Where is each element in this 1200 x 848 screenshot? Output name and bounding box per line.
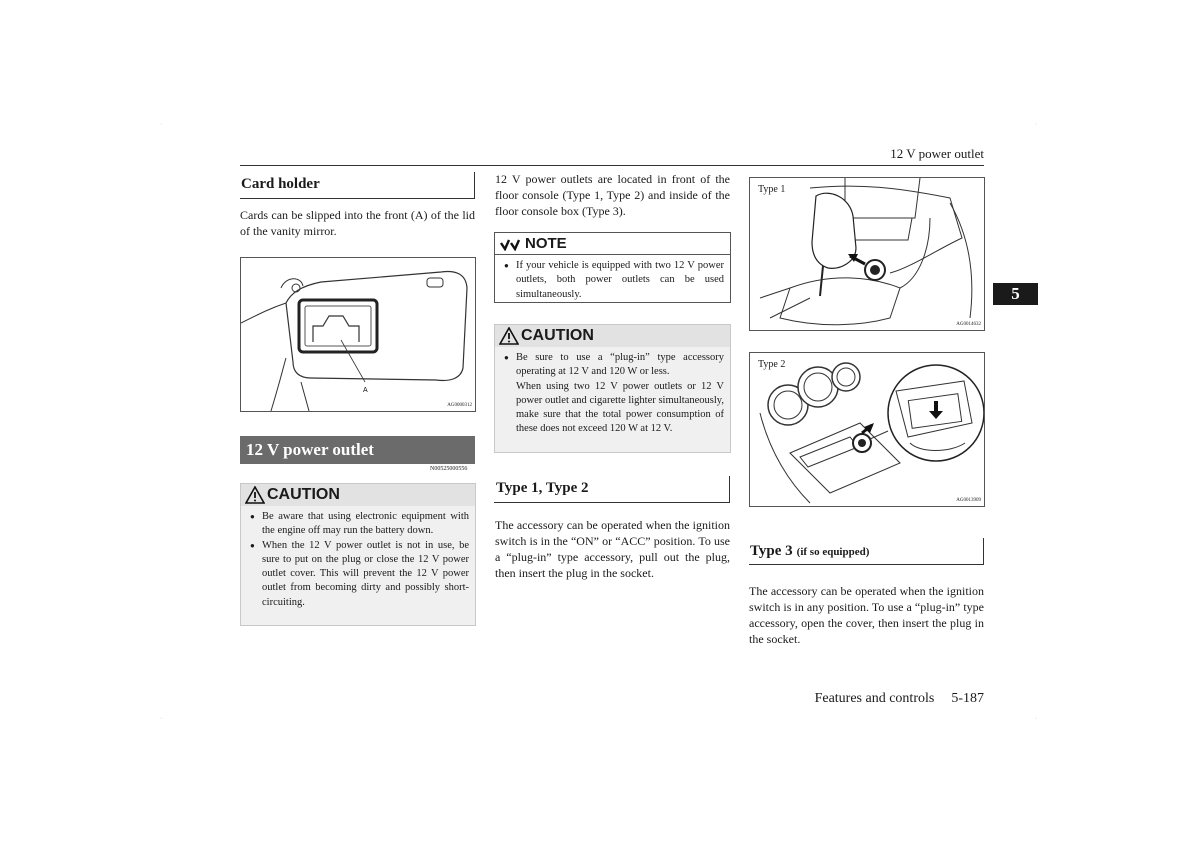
type12-text: The accessory can be operated when the ignition switch is in the “ON” or “ACC” position. To use a “plug-in” type accessory, pull out the plug, then insert the plug in the socket. [495, 518, 730, 580]
caution-header [495, 325, 730, 347]
section-banner: 12 V power outlet [240, 436, 475, 464]
type12-title: Type 1, Type 2 [496, 480, 589, 496]
figure-label: Type 1 [758, 184, 786, 195]
footer-section: Features and controls [814, 691, 935, 706]
chapter-tab[interactable]: 5 [993, 283, 1038, 305]
note-box [494, 232, 731, 303]
caution-box [240, 483, 476, 626]
type3-heading [749, 538, 984, 565]
type3-title-suffix: (if so equipped) [796, 546, 870, 558]
figure-code: AG0000312 [447, 403, 472, 408]
type2-illustration [750, 353, 984, 506]
caution-list [241, 506, 475, 614]
type3-title-wrap [750, 542, 869, 560]
type2-figure [749, 352, 985, 507]
card-holder-title: Card holder [241, 176, 320, 192]
footer-page-number: 5-187 [951, 691, 984, 706]
intro-text: 12 V power outlets are located in front of the floor console (Type 1, Type 2) and inside of the floor console box (Type 3). [495, 172, 730, 218]
crop-mark: · [1035, 122, 1037, 128]
list-item: ● Be sure to use a “plug-in” type accessory operating at 12 V and 120 W or less. [501, 351, 724, 380]
vanity-mirror-figure [240, 257, 476, 412]
type3-title: Type 3 [750, 543, 793, 559]
figure-code: AG0013909 [956, 498, 981, 503]
list-item: ● Be aware that using electronic equipment with the engine off may run the battery down. [247, 510, 469, 539]
list-item: ● If your vehicle is equipped with two 12 V power outlets, both power outlets can be used simultaneously. [501, 259, 724, 302]
type1-illustration [750, 178, 984, 330]
type12-heading [494, 476, 730, 503]
note-list [495, 255, 730, 306]
caution-box-middle [494, 324, 731, 453]
type1-figure [749, 177, 985, 331]
caution-heading: CAUTION [267, 486, 340, 503]
figure-label-a: A [363, 387, 368, 394]
list-item: ● When the 12 V power outlet is not in use, be sure to put on the plug or close the 12 V power outlet cover. This will prevent the 12 V power outlet from becoming dirty and possibly short-circuiting. [247, 539, 469, 610]
banner-code: N00525000556 [430, 466, 468, 472]
note-icon [499, 237, 521, 251]
note-header [495, 233, 730, 255]
card-holder-heading [240, 172, 475, 199]
page-footer [815, 691, 984, 707]
vanity-mirror-illustration [241, 258, 475, 411]
page-header-title: 12 V power outlet [890, 146, 984, 161]
crop-mark: · [1035, 716, 1037, 722]
caution-list [495, 347, 730, 441]
figure-code: AG0014632 [956, 322, 981, 327]
caution-heading: CAUTION [521, 327, 594, 344]
warning-icon [245, 486, 265, 504]
list-item-continuation: When using two 12 V power outlets or 12 V power outlet and cigarette lighter simultaneously, make sure that the total power consumption of these does not exceed 120 W at 12 V. [516, 380, 724, 435]
card-holder-text: Cards can be slipped into the front (A) of the lid of the vanity mirror. [240, 208, 475, 238]
type3-text: The accessory can be operated when the ignition switch is in any position. To use a “plug-in” type accessory, open the cover, then insert the plug in the socket. [749, 584, 984, 646]
crop-mark: · [160, 716, 162, 722]
caution-header [241, 484, 475, 506]
header-rule [240, 165, 984, 166]
note-heading: NOTE [525, 235, 567, 252]
figure-label: Type 2 [758, 359, 786, 370]
warning-icon [499, 327, 519, 345]
crop-mark: · [160, 122, 162, 128]
